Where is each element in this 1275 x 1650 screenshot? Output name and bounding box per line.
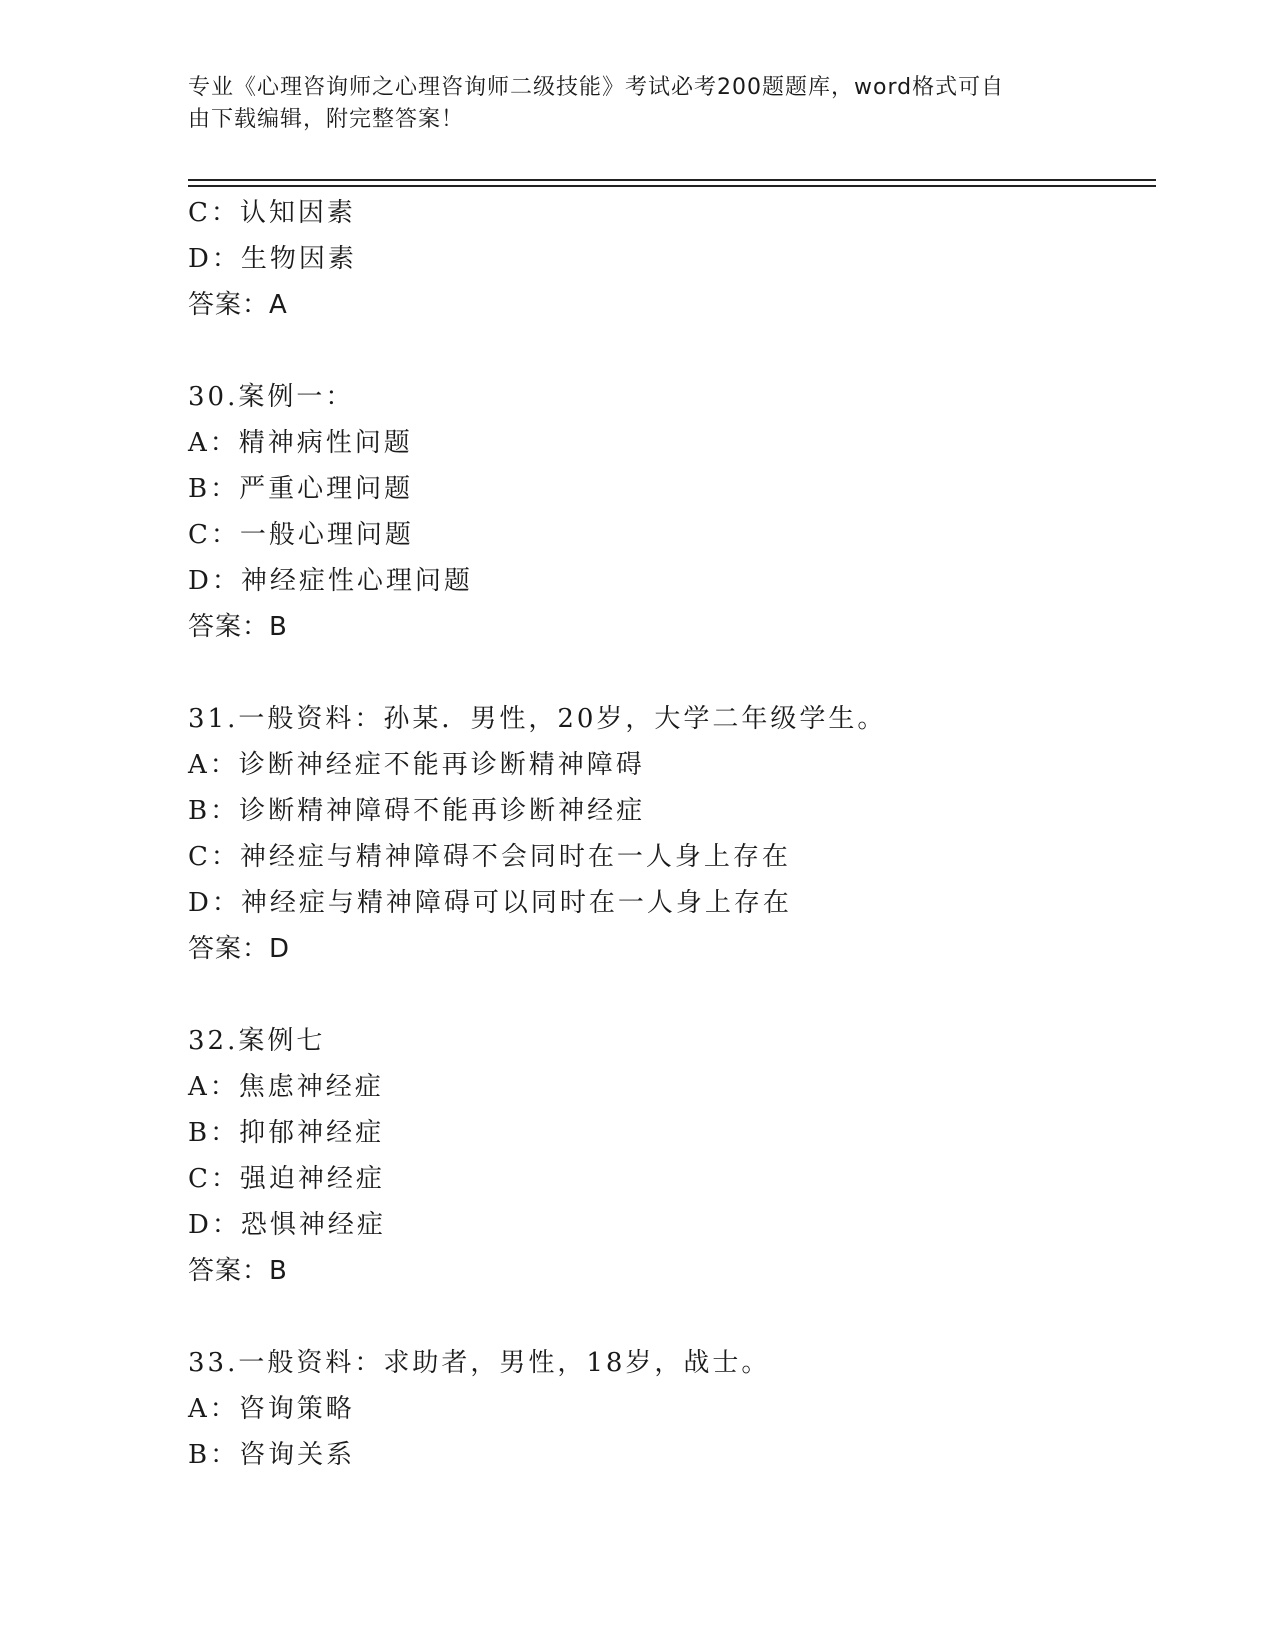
answer-line: 答案：B bbox=[188, 612, 288, 642]
answer-option: B：诊断精神障碍不能再诊断神经症 bbox=[188, 796, 646, 826]
answer-option: A：精神病性问题 bbox=[188, 428, 413, 458]
answer-line: 答案：A bbox=[188, 290, 288, 320]
answer-option: A：焦虑神经症 bbox=[188, 1072, 384, 1102]
answer-line: 答案：D bbox=[188, 934, 291, 964]
answer-option: B：咨询关系 bbox=[188, 1440, 356, 1470]
answer-option: C：强迫神经症 bbox=[188, 1164, 385, 1194]
question-stem: 32.案例七 bbox=[188, 1026, 326, 1056]
spacer bbox=[188, 972, 1088, 1018]
answer-option: C：一般心理问题 bbox=[188, 520, 414, 550]
answer-option: C：认知因素 bbox=[188, 198, 356, 228]
header-line-2: 由下载编辑，附完整答案！ bbox=[188, 107, 465, 132]
answer-option: D：神经症性心理问题 bbox=[188, 566, 473, 596]
header-divider-bottom bbox=[188, 185, 1156, 187]
answer-option: A：咨询策略 bbox=[188, 1394, 355, 1424]
spacer bbox=[188, 328, 1088, 374]
answer-option: A：诊断神经症不能再诊断精神障碍 bbox=[188, 750, 645, 780]
answer-option: D：恐惧神经症 bbox=[188, 1210, 386, 1240]
answer-option: C：神经症与精神障碍不会同时在一人身上存在 bbox=[188, 842, 791, 872]
spacer bbox=[188, 1294, 1088, 1340]
answer-option: B：抑郁神经症 bbox=[188, 1118, 385, 1148]
answer-option: B：严重心理问题 bbox=[188, 474, 414, 504]
answer-line: 答案：B bbox=[188, 1256, 288, 1286]
answer-option: D：神经症与精神障碍可以同时在一人身上存在 bbox=[188, 888, 792, 918]
question-stem: 33.一般资料：求助者，男性，18岁，战士。 bbox=[188, 1348, 771, 1378]
question-stem: 30.案例一： bbox=[188, 382, 355, 412]
answer-option: D：生物因素 bbox=[188, 244, 357, 274]
spacer bbox=[188, 650, 1088, 696]
question-stem: 31.一般资料：孙某．男性，20岁，大学二年级学生。 bbox=[188, 704, 887, 734]
document-header bbox=[188, 72, 1068, 136]
header-line-1: 专业《心理咨询师之心理咨询师二级技能》考试必考200题题库，word格式可自 bbox=[188, 75, 1005, 100]
question-list bbox=[188, 190, 1088, 1478]
header-divider-top bbox=[188, 179, 1156, 181]
